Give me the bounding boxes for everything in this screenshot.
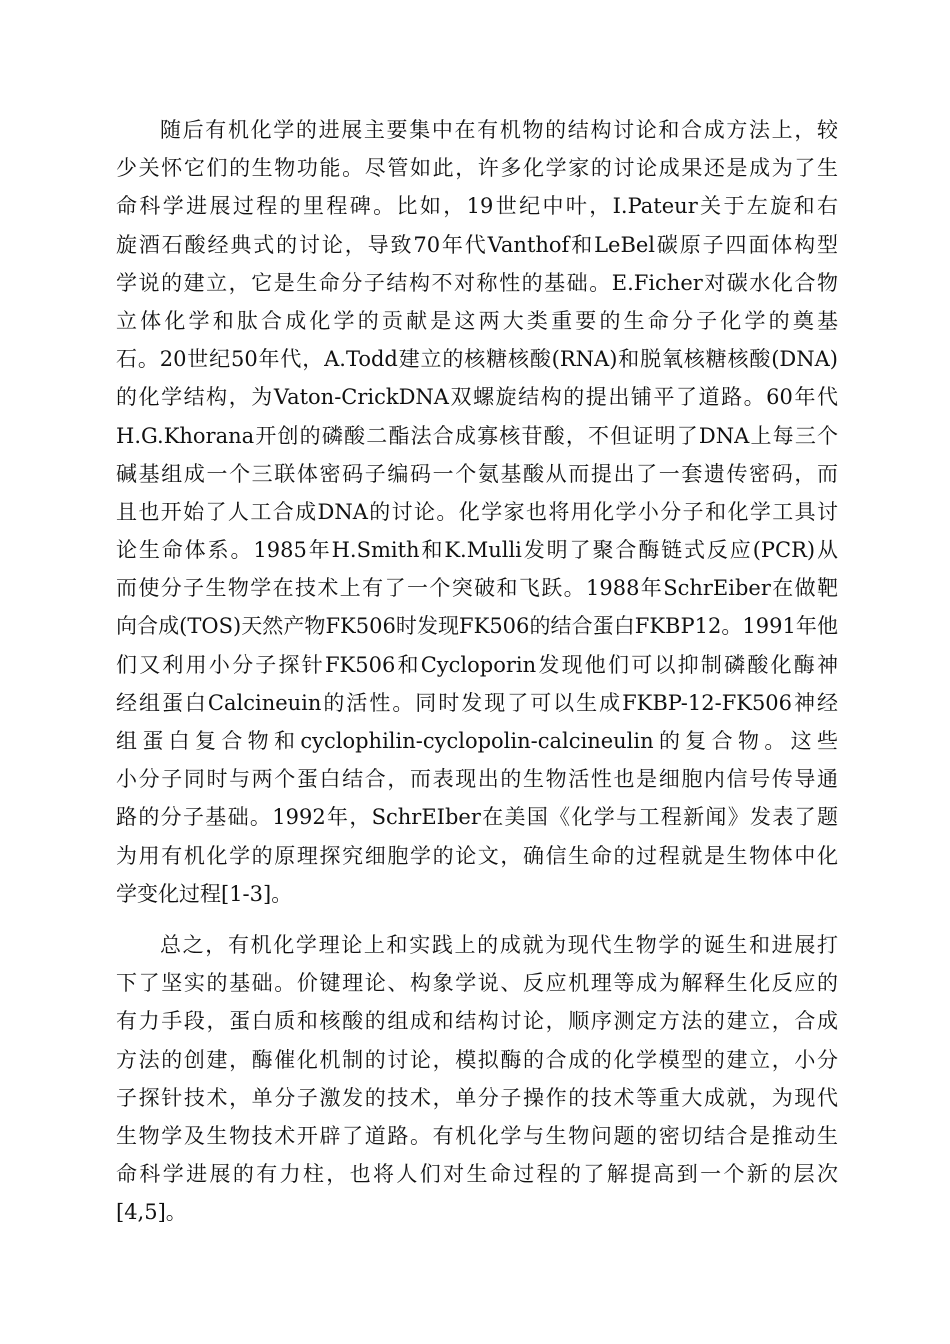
paragraph-history xyxy=(116,111,838,913)
text-line: 论生命体系。1985年H.Smith和K.Mulli发明了聚合酶链式反应(PCR)从 xyxy=(116,538,838,563)
text-line: 小分子同时与两个蛋白结合，而表现出的生物活性也是细胞内信号传导通 xyxy=(116,767,838,792)
text-line: 命科学进展过程的里程碑。比如，19世纪中叶，I.Pateur关于左旋和右 xyxy=(116,194,838,219)
text-line: 学变化过程[1-3]。 xyxy=(116,881,293,906)
text-line: 且也开始了人工合成DNA的讨论。化学家也将用化学小分子和化学工具讨 xyxy=(116,499,838,524)
text-line: 组蛋白复合物和cyclophilin-cyclopolin-calcineulin的复合物。这些 xyxy=(116,729,838,753)
text-line: 方法的创建，酶催化机制的讨论，模拟酶的合成的化学模型的建立，小分 xyxy=(116,1047,838,1072)
text-line: 立体化学和肽合成化学的贡献是这两大类重要的生命分子化学的奠基 xyxy=(116,308,838,333)
text-line: [4,5]。 xyxy=(116,1200,187,1225)
text-line: 少关怀它们的生物功能。尽管如此，许多化学家的讨论成果还是成为了生 xyxy=(116,156,838,181)
text-line: 路的分子基础。1992年，SchrEIber在美国《化学与工程新闻》发表了题 xyxy=(116,805,838,830)
text-line: H.G.Khorana开创的磷酸二酯法合成寡核苷酸，不但证明了DNA上每三个 xyxy=(116,423,838,448)
text-line: 学说的建立，它是生命分子结构不对称性的基础。E.Ficher对碳水化合物 xyxy=(116,270,838,295)
text-line: 而使分子生物学在技术上有了一个突破和飞跃。1988年SchrEiber在做靶 xyxy=(116,576,838,601)
text-line: 子探针技术，单分子激发的技术，单分子操作的技术等重大成就，为现代 xyxy=(116,1085,838,1110)
text-line: 总之，有机化学理论上和实践上的成就为现代生物学的诞生和进展打 xyxy=(160,933,838,957)
text-line: 向合成(TOS)天然产物FK506时发现FK506的结合蛋白FKBP12。1991年他 xyxy=(116,614,838,639)
paragraph-summary xyxy=(116,926,838,1232)
text-line: 随后有机化学的进展主要集中在有机物的结构讨论和合成方法上，较 xyxy=(160,118,838,142)
text-line: 生物学及生物技术开辟了道路。有机化学与生物问题的密切结合是推动生 xyxy=(116,1123,838,1148)
text-line: 为用有机化学的原理探究细胞学的论文，确信生命的过程就是生物体中化 xyxy=(116,843,838,868)
text-line: 命科学进展的有力柱，也将人们对生命过程的了解提高到一个新的层次 xyxy=(116,1162,838,1187)
text-line: 有力手段，蛋白质和核酸的组成和结构讨论，顺序测定方法的建立，合成 xyxy=(116,1009,838,1034)
text-line: 经组蛋白Calcineuin的活性。同时发现了可以生成FKBP-12-FK506神经 xyxy=(116,690,838,715)
text-line: 们又利用小分子探针FK506和Cycloporin发现他们可以抑制磷酸化酶神 xyxy=(116,652,838,677)
text-line: 旋酒石酸经典式的讨论，导致70年代Vanthof和LeBel碳原子四面体构型 xyxy=(116,232,838,257)
text-line: 的化学结构，为Vaton-CrickDNA双螺旋结构的提出铺平了道路。60年代 xyxy=(116,385,838,410)
text-line: 下了坚实的基础。价键理论、构象学说、反应机理等成为解释生化反应的 xyxy=(116,971,838,996)
text-line: 碱基组成一个三联体密码子编码一个氨基酸从而提出了一套遗传密码，而 xyxy=(116,461,838,486)
text-line: 石。20世纪50年代，A.Todd建立的核糖核酸(RNA)和脱氧核糖核酸(DNA) xyxy=(116,347,838,372)
